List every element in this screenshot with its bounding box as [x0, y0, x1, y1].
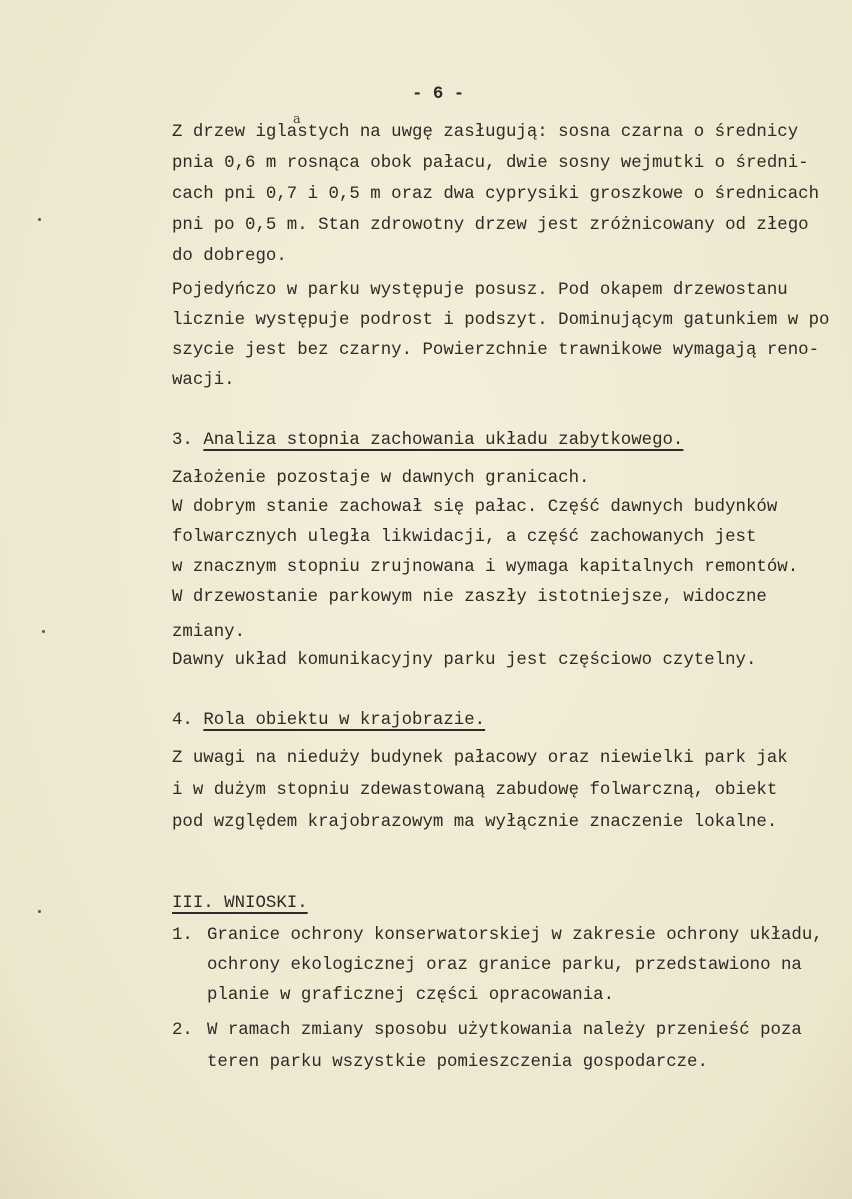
- page-number: - 6 -: [412, 85, 465, 104]
- item-number: 2.: [172, 1021, 193, 1040]
- item-number: 1.: [172, 926, 193, 945]
- text-line: Granice ochrony konserwatorskiej w zakresie ochrony układu,: [207, 926, 823, 945]
- section-4-heading: [172, 711, 485, 731]
- text-line: ochrony ekologicznej oraz granice parku, przedstawiono na: [207, 956, 802, 975]
- text-line: Założenie pozostaje w dawnych granicach.: [172, 469, 590, 488]
- text-line: Dawny układ komunikacyjny parku jest częściowo czytelny.: [172, 651, 757, 670]
- margin-mark: [38, 910, 41, 913]
- text-line: pni po 0,5 m. Stan zdrowotny drzew jest zróżnicowany od złego: [172, 216, 809, 235]
- text-line: cach pni 0,7 i 0,5 m oraz dwa cyprysiki groszkowe o średnicach: [172, 185, 820, 204]
- text-line: i w dużym stopniu zdewastowaną zabudowę folwarczną, obiekt: [172, 781, 778, 800]
- handwritten-correction: a: [293, 112, 301, 127]
- text-line: planie w graficznej części opracowania.: [207, 986, 615, 1005]
- margin-mark: [42, 630, 45, 633]
- text-line: teren parku wszystkie pomieszczenia gospodarcze.: [207, 1053, 708, 1072]
- text-line: W ramach zmiany sposobu użytkowania należy przenieść poza: [207, 1021, 802, 1040]
- section-title: Rola obiektu w krajobrazie.: [203, 711, 486, 730]
- text-line: wacji.: [172, 371, 235, 390]
- text-line: W drzewostanie parkowym nie zaszły istotniejsze, widoczne: [172, 588, 767, 607]
- text-line: zmiany.: [172, 623, 246, 642]
- text-line: licznie występuje podrost i podszyt. Dominującym gatunkiem w po: [172, 311, 830, 330]
- section-3-heading: [172, 431, 683, 451]
- text-line: folwarcznych uległa likwidacji, a część zachowanych jest: [172, 528, 757, 547]
- text-line: pod względem krajobrazowym ma wyłącznie znaczenie lokalne.: [172, 813, 778, 832]
- text-line: pnia 0,6 m rosnąca obok pałacu, dwie sosny wejmutki o średni-: [172, 154, 809, 173]
- section-number: 4.: [172, 711, 204, 730]
- section-number: 3.: [172, 431, 204, 450]
- text-line: Z drzew iglastych na uwgę zasługują: sosna czarna o średnicy: [172, 123, 799, 142]
- text-line: Z uwagi na nieduży budynek pałacowy oraz niewielki park jak: [172, 749, 788, 768]
- conclusions-heading: III. WNIOSKI.: [172, 894, 308, 913]
- section-title: Analiza stopnia zachowania układu zabytkowego.: [203, 431, 684, 450]
- margin-mark: [38, 218, 41, 221]
- text-line: do dobrego.: [172, 247, 287, 266]
- text-line: w znacznym stopniu zrujnowana i wymaga kapitalnych remontów.: [172, 558, 799, 577]
- text-line: Pojedyńczo w parku występuje posusz. Pod okapem drzewostanu: [172, 281, 788, 300]
- text-line: W dobrym stanie zachował się pałac. Część dawnych budynków: [172, 498, 778, 517]
- text-line: szycie jest bez czarny. Powierzchnie trawnikowe wymagają reno-: [172, 341, 820, 360]
